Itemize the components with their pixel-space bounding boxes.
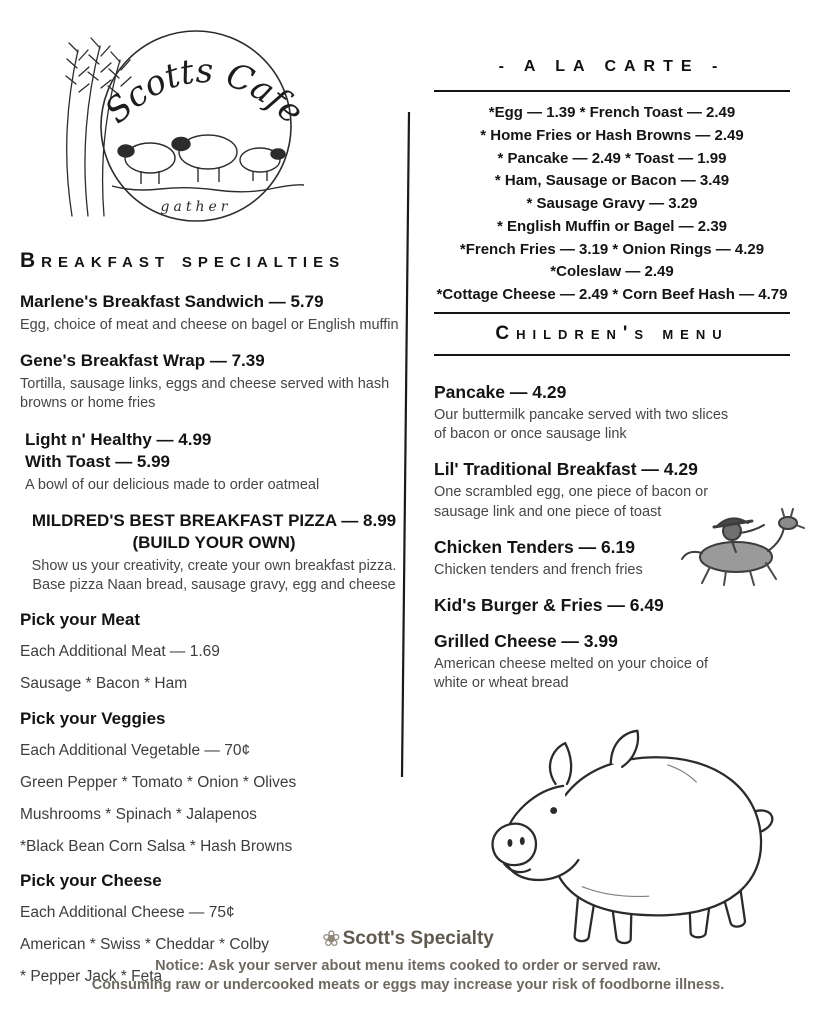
menu-item-desc: Chicken tenders and french fries: [434, 561, 643, 578]
menu-item-title-2: (BUILD YOUR OWN): [132, 532, 296, 552]
menu-item-title: MILDRED'S BEST BREAKFAST PIZZA — 8.99: [31, 510, 397, 530]
notice-line-1: Notice: Ask your server about menu items cooked to order or served raw.: [155, 958, 661, 974]
a-la-carte-line: * Ham, Sausage or Bacon — 3.49: [494, 172, 730, 190]
a-la-carte-line: *Coleslaw — 2.49: [550, 263, 674, 281]
a-la-carte-line: * Sausage Gravy — 3.29: [526, 195, 698, 212]
menu-item-title-2: With Toast — 5.99: [25, 451, 170, 471]
pick-option-line: American * Swiss * Cheddar * Colby: [20, 936, 269, 954]
cowboy-rider-illustration: [658, 505, 808, 587]
childrens-menu-heading: Children's menu: [495, 322, 729, 344]
menu-item-title: Pancake — 4.29: [434, 381, 567, 402]
pick-option-line: * Pepper Jack * Feta: [20, 968, 163, 986]
menu-item-title: Lil' Traditional Breakfast — 4.29: [434, 459, 698, 480]
flower-icon: ❀: [322, 926, 341, 951]
menu-item-title: Marlene's Breakfast Sandwich — 5.79: [20, 292, 324, 311]
child-item-kids-burger: [434, 595, 790, 616]
menu-item-title: Grilled Cheese — 3.99: [434, 631, 618, 652]
breakfast-specialties-heading: Breakfast specialties: [20, 249, 346, 272]
logo: [38, 16, 308, 243]
menu-item-desc: A bowl of our delicious made to order oatmeal: [25, 476, 320, 493]
menu-item-desc: Our buttermilk pancake served with two slices of bacon or once sausage link: [434, 406, 729, 443]
a-la-carte-list: [434, 105, 790, 303]
child-item-grilled-cheese: [434, 631, 790, 694]
a-la-carte-line: * Home Fries or Hash Browns — 2.49: [480, 126, 744, 144]
pig-illustration-wrap: [468, 706, 790, 963]
right-column: [434, 58, 790, 963]
pick-section-heading: Pick your Veggies: [20, 708, 166, 728]
a-la-carte-line: * Pancake — 2.49 * Toast — 1.99: [497, 149, 727, 167]
column-divider: [399, 112, 413, 777]
menu-item-marlenes: [20, 291, 408, 335]
specialty-text: Scott's Specialty: [342, 928, 494, 949]
child-item-chicken-tenders: [434, 537, 790, 580]
pick-section-heading: Pick your Meat: [20, 610, 140, 630]
menu-item-light-n-healthy: [20, 429, 408, 495]
menu-item-desc: Tortilla, sausage links, eggs and cheese served with hash browns or home fries: [20, 376, 390, 412]
menu-item-genes: [20, 350, 408, 413]
rule-above-childrens-menu: [434, 312, 790, 314]
pick-section-heading: Pick your Cheese: [20, 871, 162, 891]
menu-item-desc: American cheese melted on your choice of white or wheat bread: [434, 656, 709, 692]
notice-line-2: Consuming raw or undercooked meats or eggs may increase your risk of foodborne illness.: [91, 976, 725, 993]
pick-your-meat-section: [20, 610, 408, 694]
a-la-carte-line: *French Fries — 3.19 * Onion Rings — 4.29: [459, 240, 765, 258]
a-la-carte-line: *Egg — 1.39 * French Toast — 2.49: [488, 104, 736, 121]
rule-below-childrens-menu: [434, 354, 790, 356]
menu-item-title: Light n' Healthy — 4.99: [25, 429, 212, 449]
logo-tagline: gather: [160, 199, 232, 215]
a-la-carte-line: * English Muffin or Bagel — 2.39: [496, 217, 728, 235]
pick-option-line: Each Additional Meat — 1.69: [20, 643, 220, 661]
ground-line: [112, 185, 304, 192]
pick-option-line: Mushrooms * Spinach * Jalapenos: [20, 805, 257, 823]
pick-your-veggies-section: [20, 709, 408, 858]
left-column: [20, 12, 408, 1000]
a-la-carte-heading: - A LA CARTE -: [498, 58, 726, 75]
menu-item-title: Gene's Breakfast Wrap — 7.39: [20, 351, 265, 371]
logo-illustration: [38, 16, 308, 238]
menu-item-title: Chicken Tenders — 6.19: [434, 536, 636, 557]
pick-option-line: Each Additional Cheese — 75¢: [20, 904, 235, 922]
menu-item-breakfast-pizza: [20, 510, 408, 595]
menu-item-desc: Show us your creativity, create your own breakfast pizza. Base pizza Naan bread, sausage gravy, egg and cheese: [31, 558, 397, 594]
scotts-specialty-label: [0, 926, 816, 952]
a-la-carte-line: *Cottage Cheese — 2.49 * Corn Beef Hash — 4.79: [436, 286, 788, 303]
pig-illustration: [468, 706, 782, 958]
pick-option-line: *Black Bean Corn Salsa * Hash Browns: [20, 838, 293, 856]
pick-option-line: Each Additional Vegetable — 70¢: [20, 741, 251, 759]
menu-item-title: Kid's Burger & Fries — 6.49: [434, 595, 664, 616]
raw-food-notice: [0, 957, 816, 995]
child-item-pancake: [434, 382, 790, 445]
menu-item-desc: One scrambled egg, one piece of bacon or sausage link and one piece of toast: [434, 484, 709, 520]
rule-under-alacarte: [434, 90, 790, 92]
pick-option-line: Green Pepper * Tomato * Onion * Olives: [20, 773, 297, 791]
pick-option-line: Sausage * Bacon * Ham: [20, 675, 188, 693]
menu-item-desc: Egg, choice of meat and cheese on bagel or English muffin: [20, 317, 399, 334]
logo-brand-text: Scotts Cafe: [97, 51, 308, 133]
sheep-illustration: [112, 135, 304, 192]
